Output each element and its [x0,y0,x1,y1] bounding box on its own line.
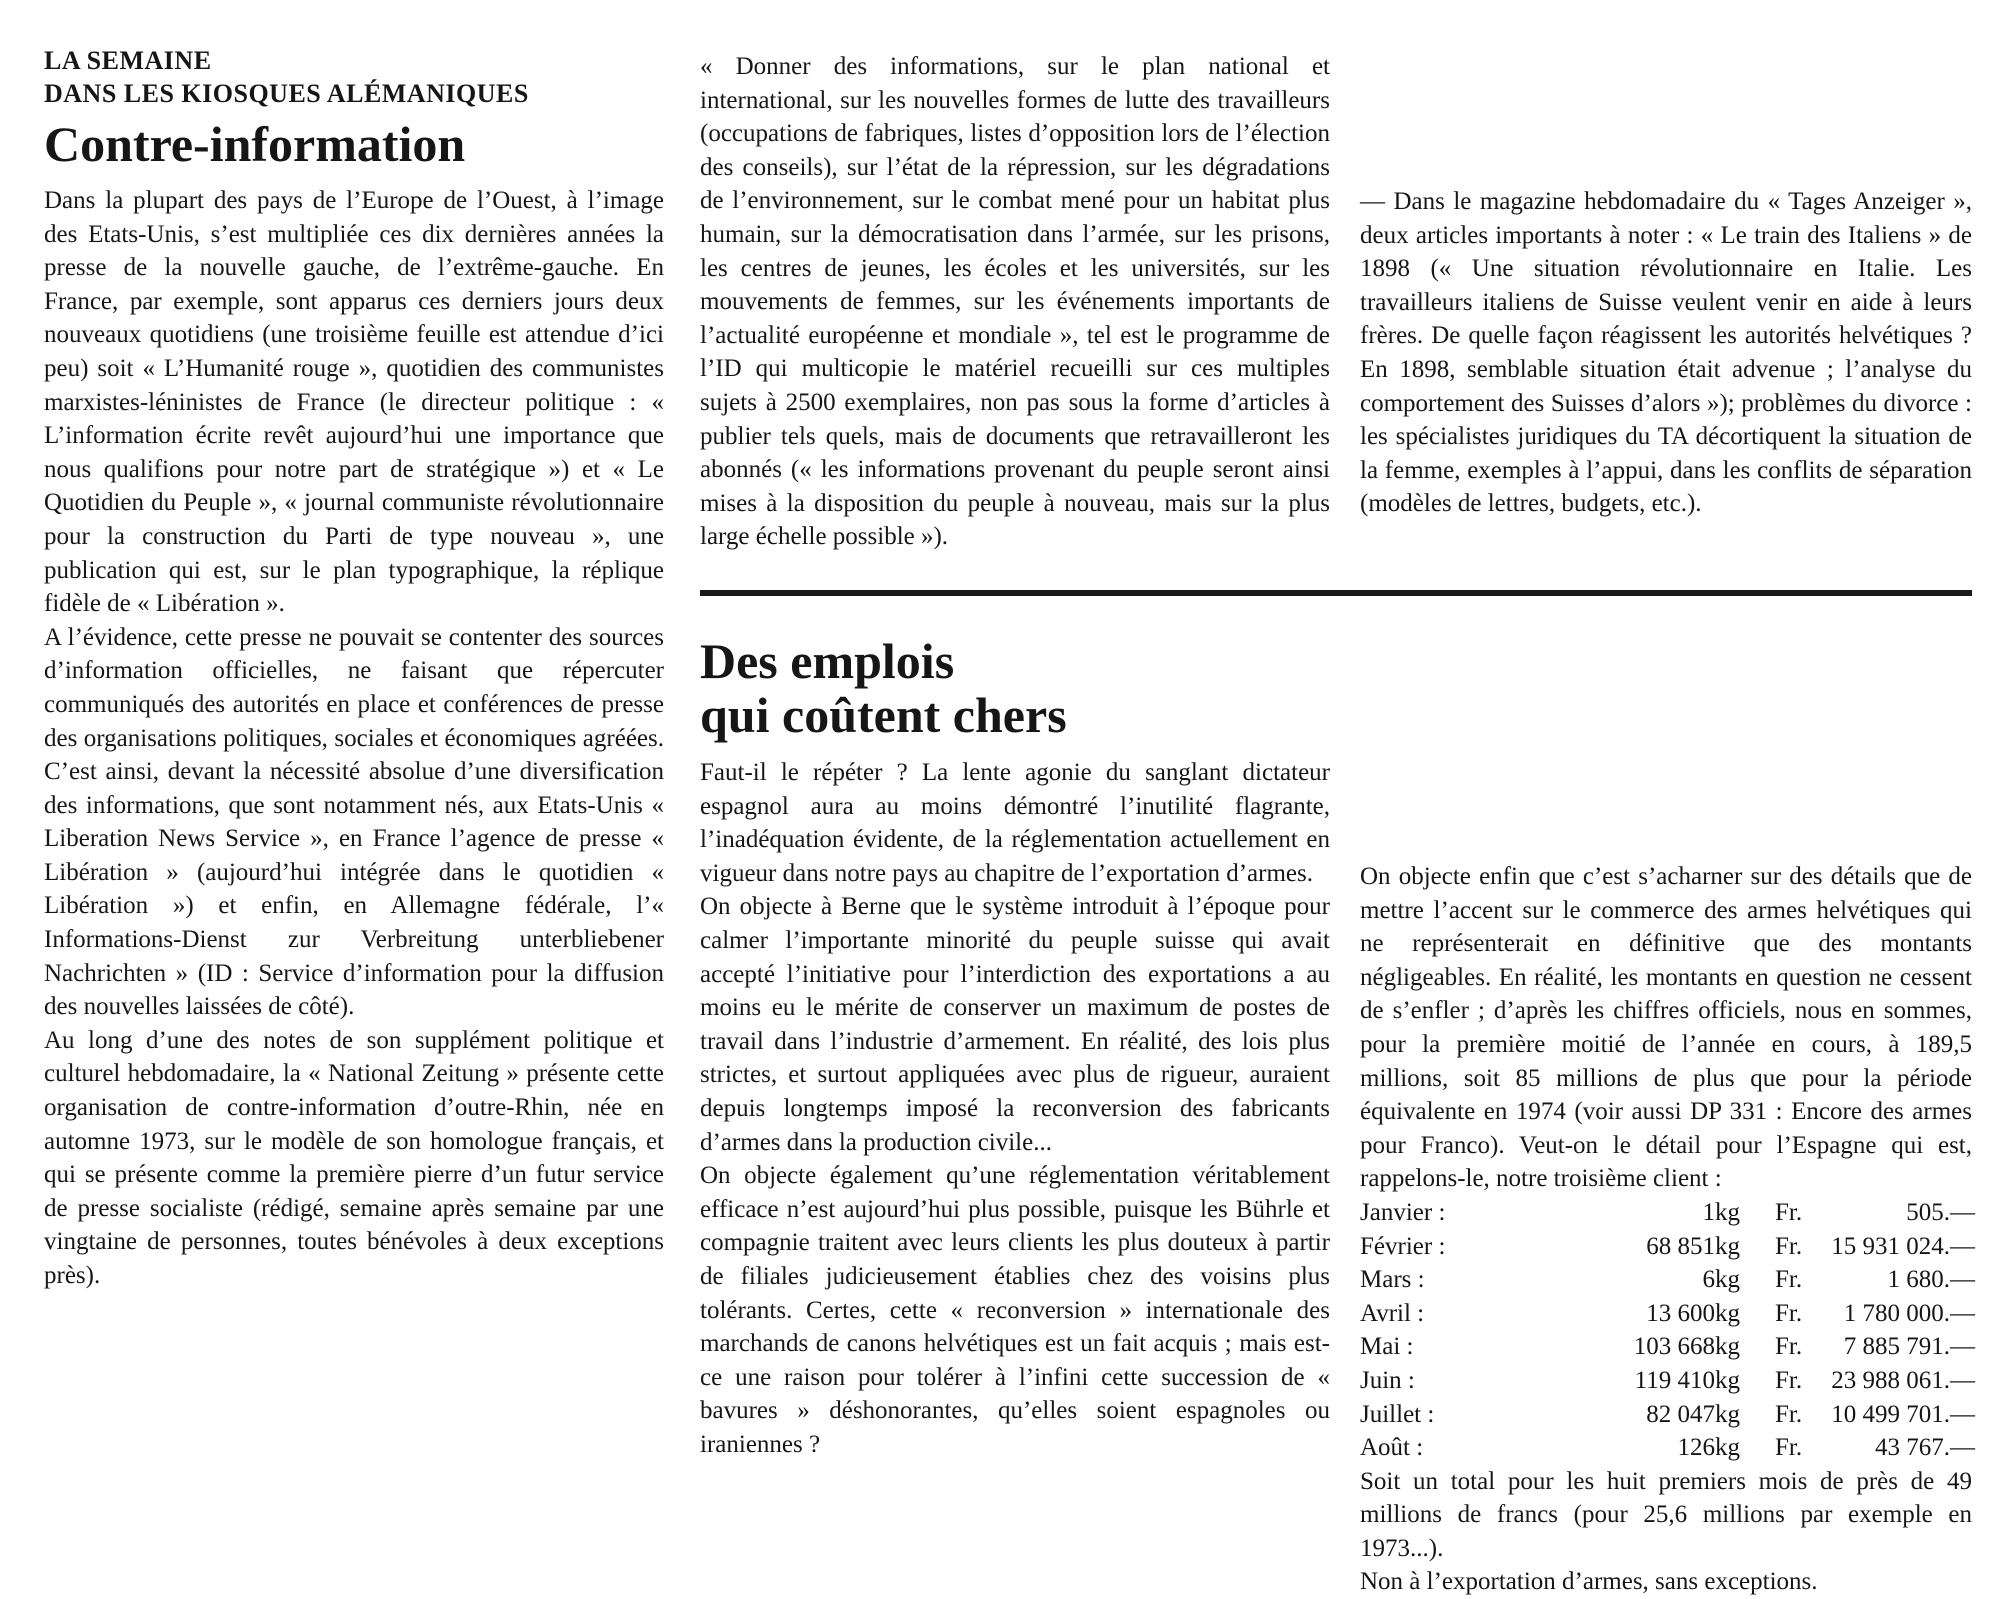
article2-title [700,634,1330,742]
section-divider [700,590,1972,596]
table-cell-mois: Février : [1360,1232,1446,1260]
table-cell-unit: kg [1715,1232,1740,1260]
table-cell-mois: Juin : [1360,1366,1415,1394]
table-cell-fr: Fr. [1775,1266,1803,1294]
table-cell-mois: Mai : [1360,1333,1414,1361]
article1-paragraph-4: « Donner des informations, sur le plan national et international, sur les nouvelles formes de lutte des travailleurs (occupations de fabriques, listes d’opposition lors de l’élection des conseils), sur l’état de la répression, sur les dégradations de l’environnement, sur le combat mené pour un habitat plus humain, sur la démocratisation dans l’armée, sur les prisons, les centres de jeunes, les écoles et les universités, sur les mouvements de femmes, sur les événements importants de l’actualité européenne et mondiale », tel est le programme de l’ID qui multicopie le matériel recueilli sur ces multiples sujets à 2500 exemplaires, non pas sous la forme d’articles à publier tels quels, mais de documents que retravailleront les abonnés (« les informations provenant du peuple seront ainsi mises à la disposition du peuple à nouveau, mais sur la plus large échelle possible »). [700,53,1330,551]
article1-paragraph-1: Dans la plupart des pays de l’Europe de l’Ouest, à l’image des Etats-Unis, s’est multipliée ces dix dernières années la presse de la nouvelle gauche, de l’extrême-gauche. En France, par exemple, sont apparus ces derniers jours deux nouveaux quotidiens (une troisième feuille est attendue d’ici peu) soit « L’Humanité rouge », quotidien des communistes marxistes-léninistes de France (le directeur politique : « L’information écrite revêt aujourd’hui une importance que nous qualifions pour notre part de stratégique ») et « Le Quotidien du Peuple », « journal communiste révolutionnaire pour la construction du Parti de type nouveau », une publication qui est, sur le plan typographique, la réplique fidèle de « Libération ». [44,187,664,618]
table-row [1360,1431,1975,1465]
kicker-line-1: LA SEMAINE [44,46,212,75]
table-cell-kg: 119 410 [1634,1366,1715,1394]
table-cell-montant: 1 680.— [1887,1266,1975,1294]
article1-column-3 [1360,185,1972,521]
table-cell-mois: Juillet : [1360,1400,1435,1428]
table-cell-kg: 82 047 [1646,1400,1715,1428]
table-row [1360,1330,1975,1364]
article1-paragraph-2: A l’évidence, cette presse ne pouvait se contenter des sources d’information officielles, ne faisant que répercuter communiqués des autorités en place et conférences de presse des organisations politiques, sociales et économiques agréées. C’est ainsi, devant la nécessité absolue d’une diversification des informations, que sont notamment nés, aux Etats-Unis « Liberation News Service », en France l’agence de presse « Libération » (aujourd’hui intégrée dans le quotidien « Libération ») et enfin, en Allemagne fédérale, l’« Informations-Dienst zur Verbreitung unterbliebener Nachrichten » (ID : Service d’information pour la diffusion des nouvelles laissées de côté). [44,623,664,1021]
table-cell-montant: 23 988 061.— [1831,1366,1975,1394]
table-cell-unit: kg [1715,1366,1740,1394]
article2-paragraph-4: On objecte enfin que c’est s’acharner sur des détails que de mettre l’accent sur le commerce des armes helvétiques qui ne représenterait en définitive que des montants négligeables. En réalité, les montants en question ne cessent de s’enfler ; d’après les chiffres officiels, nous en sommes, pour la première moitié de l’année en cours, à 189,5 millions, soit 85 millions de plus que pour la période équivalente en 1974 (voir aussi DP 331 : Encore des armes pour Franco). Veut-on le détail pour l’Espagne qui est, rappelons-le, notre troisième client : [1360,863,1972,1193]
article2-paragraph-5: Soit un total pour les huit premiers mois de près de 49 millions de francs (pour 25,6 millions par exemple en 1973...). [1360,1467,1972,1562]
table-row [1360,1263,1975,1297]
article2-paragraph-1: Faut-il le répéter ? La lente agonie du sanglant dictateur espagnol aura au moins démontré l’inutilité flagrante, l’inadéquation évidente, de la réglementation actuellement en vigueur dans notre pays au chapitre de l’exportation d’armes. [700,759,1330,887]
table-cell-kg: 6 [1702,1266,1715,1294]
table-cell-fr: Fr. [1775,1400,1803,1428]
article1-title: Contre-information [44,116,466,172]
table-cell-unit: kg [1715,1299,1740,1327]
article1-column-2 [700,50,1330,554]
table-cell-kg: 103 668 [1633,1333,1715,1361]
table-cell-fr: Fr. [1775,1299,1803,1327]
table-cell-unit: kg [1715,1333,1740,1361]
table-cell-unit: kg [1715,1400,1740,1428]
table-row [1360,1230,1975,1264]
table-cell-fr: Fr. [1775,1434,1803,1462]
table-cell-kg: 68 851 [1646,1232,1715,1260]
kicker-line-2: DANS LES KIOSQUES ALÉMANIQUES [44,79,529,108]
table-cell-montant: 43 767.— [1875,1434,1975,1462]
article2-column-2 [1360,860,1975,1599]
table-cell-mois: Janvier : [1360,1198,1446,1226]
article1-paragraph-3: Au long d’une des notes de son supplément politique et culturel hebdomadaire, la « National Zeitung » présente cette organisation de contre-information d’outre-Rhin, née en automne 1973, sur le modèle de son homologue français, et qui se présente comme la première pierre d’un futur service de presse socialiste (rédigé, semaine après semaine par une vingtaine de personnes, toutes bénévoles à deux exceptions près). [44,1026,664,1289]
table-cell-kg: 13 600 [1646,1299,1715,1327]
table-cell-fr: Fr. [1775,1232,1803,1260]
table-cell-montant: 1 780 000.— [1843,1299,1975,1327]
article1-paragraph-5: — Dans le magazine hebdomadaire du « Tages Anzeiger », deux articles importants à noter : « Le train des Italiens » de 1898 (« Une situation révolutionnaire en Italie. Les travailleurs italiens de Suisse veulent venir en aide à leurs frères. De quelle façon réagissent les autorités helvétiques ? En 1898, semblable situation était advenue ; l’analyse du comportement des Suisses d’alors »); problèmes du divorce : les spécialistes juridiques du TA décortiquent la situation de la femme, exemples à l’appui, dans les conflits de séparation (modèles de lettres, budgets, etc.). [1360,188,1972,518]
article1-column-1 [44,44,664,1293]
article2-title-line-2: qui coûtent chers [700,687,1067,743]
table-cell-montant: 15 931 024.— [1831,1232,1975,1260]
table-cell-unit: kg [1715,1434,1740,1462]
exports-table [1360,1196,1975,1465]
article2-title-line-1: Des emplois [700,633,955,689]
table-cell-montant: 10 499 701.— [1831,1400,1975,1428]
article2-paragraph-2: On objecte à Berne que le système introduit à l’époque pour calmer l’importante minorité du peuple suisse qui avait accepté l’initiative pour l’interdiction des exportations a au moins eu le mérite de conserver un maximum de postes de travail dans l’industrie d’armement. En réalité, des lois plus strictes, et surtout appliquées avec plus de rigueur, auraient depuis longtemps imposé la reconversion des fabricants d’armes dans la production civile... [700,893,1330,1156]
article2-column-1 [700,634,1330,1461]
table-cell-montant: 7 885 791.— [1843,1333,1975,1361]
table-cell-montant: 505.— [1906,1198,1975,1226]
table-cell-fr: Fr. [1775,1366,1803,1394]
table-cell-fr: Fr. [1775,1198,1803,1226]
table-cell-kg: 1 [1702,1198,1715,1226]
table-row [1360,1196,1975,1230]
table-cell-fr: Fr. [1775,1333,1803,1361]
table-cell-unit: kg [1715,1198,1740,1226]
table-row [1360,1297,1975,1331]
table-cell-mois: Août : [1360,1434,1424,1462]
table-cell-mois: Mars : [1360,1266,1425,1294]
article2-paragraph-6: Non à l’exportation d’armes, sans exceptions. [1360,1568,1818,1596]
table-cell-unit: kg [1715,1266,1740,1294]
table-cell-mois: Avril : [1360,1299,1425,1327]
article2-paragraph-3: On objecte également qu’une réglementation véritablement efficace n’est aujourd’hui plus possible, puisque les Bührle et compagnie traitent avec leurs clients les plus douteux à partir de filiales judicieusement établies chez des voisins plus tolérants. Certes, cette « reconversion » internationale des marchands de canons helvétiques est un fait acquis ; mais est-ce une raison pour tolérer à l’infini cette succession de « bavures » déshonorantes, qu’elles soient espagnoles ou iraniennes ? [700,1162,1330,1458]
table-row [1360,1364,1975,1398]
table-row [1360,1398,1975,1432]
table-cell-kg: 126 [1677,1434,1715,1462]
